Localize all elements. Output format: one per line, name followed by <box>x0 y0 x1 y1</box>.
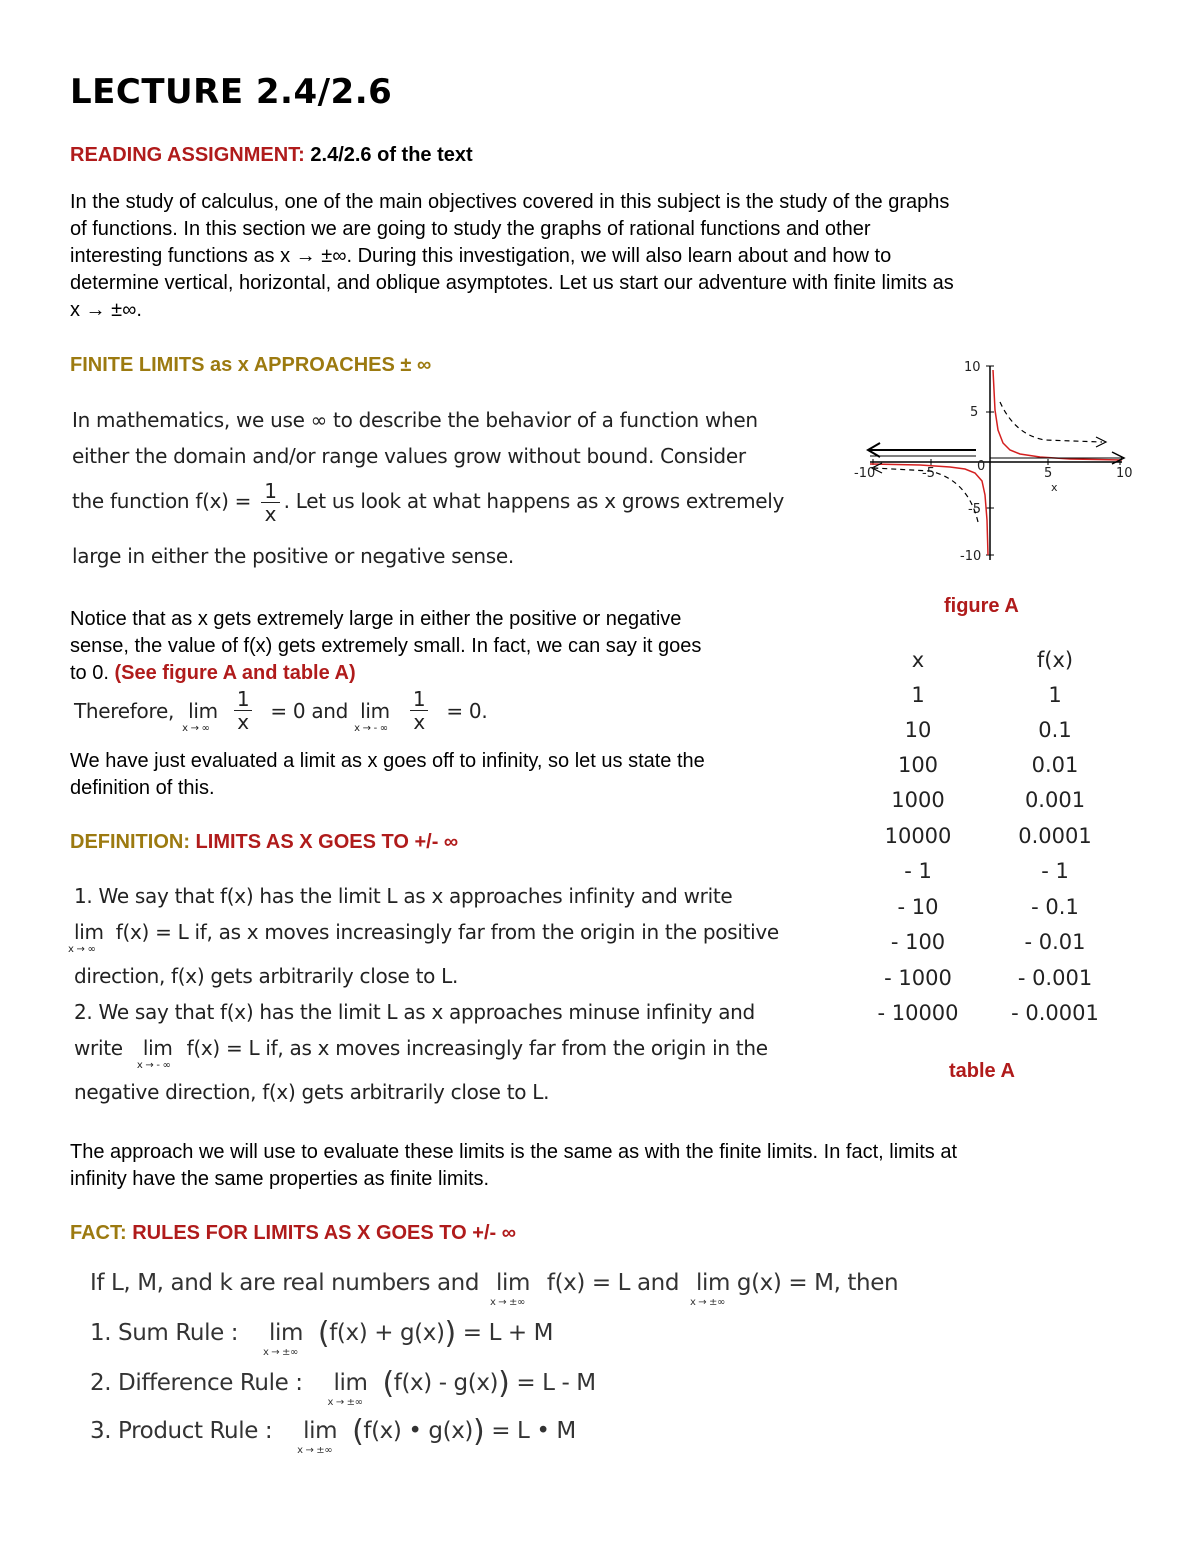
x-tick-label: -5 <box>922 466 935 481</box>
y-tick-label: -10 <box>960 549 982 564</box>
lim-text: lim <box>303 1418 338 1444</box>
rule-result: = L - M <box>516 1370 596 1396</box>
fact-intro <box>90 1270 899 1308</box>
reading-text: 2.4/2.6 of the text <box>304 144 473 166</box>
table-cell: 1 <box>1048 683 1062 707</box>
para-line: We have just evaluated a limit as x goes off to infinity, so let us state the <box>70 750 705 772</box>
table-cell: - 1 <box>1041 859 1069 883</box>
table-caption: table A <box>949 1060 1015 1082</box>
lim-text: lim <box>74 920 104 944</box>
para-line: The approach we will use to evaluate these limits is the same as with the finite limits. In fact, limits at <box>70 1141 958 1163</box>
rule-result: = L • M <box>491 1418 576 1444</box>
y-tick-label: -5 <box>968 502 981 517</box>
y-tick-label: 10 <box>964 360 981 375</box>
lim-subscript: x → ±∞ <box>689 1297 725 1308</box>
figure-caption: figure A <box>944 595 1019 617</box>
rule-expression: f(x) • g(x) <box>363 1418 473 1444</box>
para-line: Notice that as x gets extremely large in either the positive or negative <box>70 608 682 630</box>
lim-text: lim <box>695 1270 730 1296</box>
y-tick-label: 5 <box>970 405 979 420</box>
intro-line: of functions. In this section we are going to study the graphs of rational functions and other <box>70 218 871 240</box>
intro-line: interesting functions as x → ±∞. During this investigation, we will also learn about and how to <box>70 245 892 267</box>
lim-subscript: x → ∞ <box>182 722 210 734</box>
page-title: LECTURE 2.4/2.6 <box>70 72 393 112</box>
table-cell: 0.001 <box>1024 788 1086 812</box>
fact-title: RULES FOR LIMITS AS X GOES TO +/- ∞ <box>126 1222 516 1244</box>
x-tick-label: 5 <box>1044 466 1053 481</box>
intro-line: In the study of calculus, one of the main objectives covered in this subject is the study of the graphs <box>70 191 950 213</box>
table-header: x <box>911 648 925 672</box>
rule-product: 3. Product Rule : lim x → ±∞ (f(x) • g(x)) = L • M <box>90 1414 576 1456</box>
lim-text: lim <box>333 1370 368 1396</box>
limit-expression <box>263 1320 303 1358</box>
x-axis-name: x <box>1051 481 1058 494</box>
fraction-numerator: 1 <box>410 688 428 711</box>
fraction-numerator: 1 <box>261 480 279 503</box>
definition-label: DEFINITION: <box>70 831 190 853</box>
intro-line: determine vertical, horizontal, and oblique asymptotes. Let us start our adventure with finite limits as <box>70 272 954 294</box>
therefore-text: = 0. <box>446 698 488 723</box>
fraction-numerator: 1 <box>234 688 252 711</box>
definition-line: direction, f(x) gets arbitrarily close to L. <box>74 964 459 988</box>
fraction-denominator: x <box>237 710 249 734</box>
paragraph-approach <box>70 1139 1160 1193</box>
definition-line: 1. We say that f(x) has the limit L as x approaches infinity and write <box>74 884 733 908</box>
table-cell: 10000 <box>884 824 952 848</box>
fact-text: If L, M, and k are real numbers and <box>90 1270 480 1296</box>
rule-name: 3. Product Rule : <box>90 1418 273 1444</box>
therefore-text: = 0 and <box>270 698 349 723</box>
table-header: f(x) <box>1036 648 1074 672</box>
para-line: either the domain and/or range values grow without bound. Consider <box>72 444 746 468</box>
table-cell: 1 <box>911 683 925 707</box>
table-cell: - 1000 <box>884 966 952 990</box>
para-text: to 0. <box>70 662 115 684</box>
section-heading-finite-limits: FINITE LIMITS as x APPROACHES ± ∞ <box>70 354 432 376</box>
table-cell: - 0.0001 <box>1011 1001 1099 1025</box>
definition-line: negative direction, f(x) gets arbitrarily close to L. <box>74 1080 550 1104</box>
lim-text: lim <box>142 1036 173 1060</box>
table-cell: - 100 <box>890 930 946 954</box>
fact-text: f(x) = L and <box>546 1270 680 1296</box>
lim-subscript: x → - ∞ <box>354 722 388 734</box>
fact-heading <box>70 1222 516 1245</box>
para-line: sense, the value of f(x) gets extremely small. In fact, we can say it goes <box>70 635 702 657</box>
table-cell: 0.01 <box>1031 753 1079 777</box>
definition-line: f(x) = L if, as x moves increasingly far from the origin in the positive <box>115 920 779 944</box>
table-cell: 10 <box>904 718 932 742</box>
definition-text: write <box>74 1036 123 1060</box>
para-line: definition of this. <box>70 777 215 799</box>
lim-subscript: x → ∞ <box>68 944 96 955</box>
table-cell: - 1 <box>904 859 932 883</box>
limit-expression <box>489 1270 530 1308</box>
table-cell: - 0.1 <box>1031 895 1079 919</box>
definition-line: 2. We say that f(x) has the limit L as x approaches minuse infinity and <box>74 1000 755 1024</box>
therefore-text: Therefore, <box>74 698 175 723</box>
table-cell: - 0.01 <box>1024 930 1086 954</box>
lim-text: lim <box>188 698 218 723</box>
lim-subscript: x → ±∞ <box>327 1397 363 1408</box>
table-cell: - 0.001 <box>1017 966 1093 990</box>
lim-subscript: x → ±∞ <box>263 1347 298 1358</box>
figure-reference: (See figure A and table A) <box>114 662 356 684</box>
fraction-denominator: x <box>413 710 425 734</box>
lim-text: lim <box>360 698 390 723</box>
definition-line: f(x) = L if, as x moves increasingly far from the origin in the <box>186 1036 768 1060</box>
rule-sum: 1. Sum Rule : lim x → ±∞ (f(x) + g(x)) = L + M <box>90 1316 554 1358</box>
rule-expression: f(x) + g(x) <box>329 1320 445 1346</box>
x-tick-label: 10 <box>1116 466 1133 481</box>
table-cell: 1000 <box>891 788 945 812</box>
lim-subscript: x → ±∞ <box>489 1297 525 1308</box>
reading-label: READING ASSIGNMENT: <box>70 144 305 166</box>
fact-label: FACT: <box>70 1222 127 1244</box>
rule-result: = L + M <box>462 1320 554 1346</box>
rule-name: 2. Difference Rule : <box>90 1370 303 1396</box>
limit-expression <box>297 1418 338 1456</box>
table-cell: 0.1 <box>1038 718 1072 742</box>
x-tick-label: 0 <box>977 459 986 474</box>
rule-difference: 2. Difference Rule : lim x → ±∞ (f(x) - g(x)) = L - M <box>90 1366 596 1408</box>
table-cell: 100 <box>897 753 939 777</box>
table-cell: 0.0001 <box>1018 824 1092 848</box>
table-cell: - 10 <box>897 895 939 919</box>
para-line: infinity have the same properties as finite limits. <box>70 1168 490 1190</box>
para-text: the function f(x) = <box>72 489 252 513</box>
table-cell: - 10000 <box>877 1001 959 1025</box>
x-tick-label: -10 <box>854 466 876 481</box>
para-line: In mathematics, we use ∞ to describe the behavior of a function when <box>72 408 758 432</box>
lim-subscript: x → - ∞ <box>136 1060 171 1071</box>
rule-name: 1. Sum Rule : <box>90 1320 239 1346</box>
lim-text: lim <box>495 1270 530 1296</box>
lim-subscript: x → ±∞ <box>297 1445 333 1456</box>
para-text: . Let us look at what happens as x grows extremely <box>283 489 785 513</box>
intro-line: x → ±∞. <box>70 299 142 321</box>
definition-title: LIMITS AS X GOES TO +/- ∞ <box>190 831 459 853</box>
para-line: large in either the positive or negative sense. <box>72 544 514 568</box>
limit-expression <box>327 1370 368 1408</box>
rule-expression: f(x) - g(x) <box>393 1370 499 1396</box>
limit-expression <box>689 1270 730 1308</box>
fact-text: g(x) = M, then <box>736 1270 899 1296</box>
fraction-denominator: x <box>264 502 277 526</box>
lim-text: lim <box>269 1320 303 1346</box>
